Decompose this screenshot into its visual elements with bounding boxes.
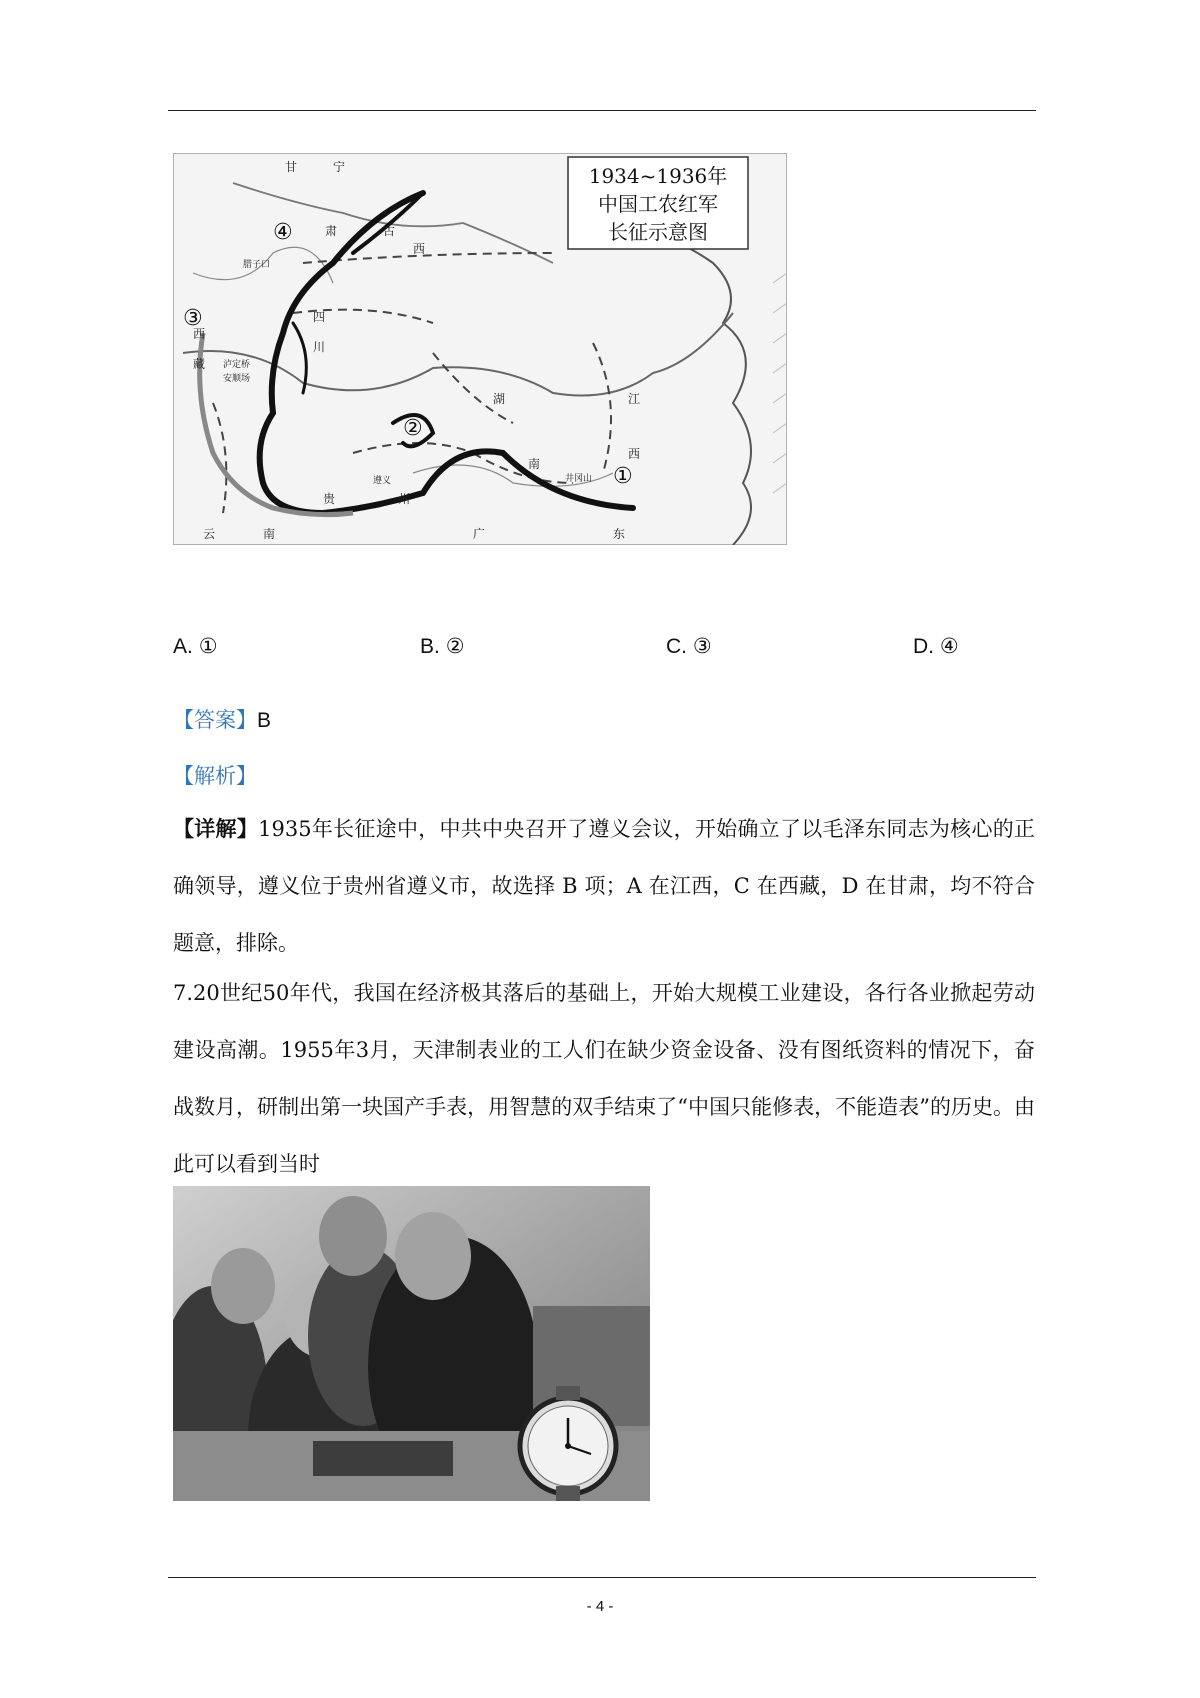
- map-title-line3: 长征示意图: [608, 220, 708, 244]
- footer-rule: [168, 1577, 1036, 1578]
- option-d-mark: ④: [939, 634, 959, 658]
- label-si: 四: [313, 310, 326, 324]
- watchmakers-photo: [173, 1186, 650, 1501]
- label-ludingqiao: 泸定桥: [223, 360, 251, 370]
- question-7: [173, 965, 1035, 1193]
- label-dong: 东: [613, 527, 626, 541]
- answer-value: B: [257, 709, 272, 732]
- answer-line: [173, 704, 271, 734]
- label-gan: 甘: [285, 160, 298, 174]
- long-march-map: [173, 153, 787, 545]
- option-c: [666, 634, 712, 659]
- answer-label: 【答案】: [173, 708, 257, 732]
- label-zhou: 州: [398, 492, 411, 506]
- marker-2: ②: [403, 416, 423, 441]
- label-xizang-xi: 西: [193, 327, 206, 341]
- analysis-label: 【解析】: [173, 764, 257, 788]
- label-yun: 云: [203, 527, 216, 541]
- option-c-mark: ③: [692, 634, 712, 658]
- label-guang: 广: [473, 527, 486, 541]
- map-title-line2: 中国工农红军: [598, 192, 718, 216]
- page-number: - 4 -: [586, 1598, 614, 1615]
- option-a: [173, 634, 218, 659]
- label-jiangxi-xi: 西: [628, 447, 641, 461]
- label-hunan-nan: 南: [528, 457, 541, 471]
- label-hu: 湖: [493, 392, 506, 406]
- detail-label: 【详解】: [173, 816, 259, 841]
- label-su: 肃: [325, 224, 338, 238]
- option-d-key: D.: [913, 635, 934, 658]
- option-b-key: B.: [420, 635, 440, 658]
- label-lazikou: 腊子口: [243, 260, 271, 270]
- header-rule: [168, 110, 1036, 111]
- detail-text: 1935年长征途中，中共中央召开了遵义会议，开始确立了以毛泽东同志为核心的正确领导，遵义位于贵州省遵义市，故选择 B 项；A 在江西，C 在西藏，D 在甘肃，均不符合题意，排除。: [173, 817, 1036, 955]
- label-jiang: 江: [628, 392, 641, 406]
- analysis-line: [173, 760, 257, 790]
- label-xi: 西: [413, 242, 426, 256]
- label-gui: 贵: [323, 492, 336, 506]
- option-b: [420, 634, 465, 659]
- label-zunyi: 遵义: [373, 476, 392, 486]
- label-ning: 宁: [333, 160, 346, 174]
- option-a-key: A.: [173, 635, 193, 658]
- label-gu: 古: [383, 224, 396, 238]
- label-nan: 南: [263, 527, 276, 541]
- label-chuan: 川: [313, 340, 326, 354]
- marker-4: ④: [273, 220, 293, 245]
- marker-3: ③: [183, 306, 203, 331]
- option-d: [913, 634, 959, 659]
- detail-paragraph: [173, 800, 1035, 972]
- marker-1: ①: [613, 464, 633, 489]
- label-xizang-zang: 藏: [193, 357, 206, 371]
- label-anshunchang: 安顺场: [223, 374, 251, 384]
- question-7-text: 7.20世纪50年代，我国在经济极其落后的基础上，开始大规模工业建设，各行各业掀起劳动建设高潮。1955年3月，天津制表业的工人们在缺少资金设备、没有图纸资料的情况下，奋战数月，研制出第一块国产手表，用智慧的双手结束了“中国只能修表，不能造表”的历史。由此可以看到当时: [173, 981, 1035, 1176]
- label-jinggangshan: 井冈山: [565, 474, 593, 484]
- option-c-key: C.: [666, 635, 687, 658]
- option-a-mark: ①: [198, 634, 218, 658]
- option-b-mark: ②: [445, 634, 465, 658]
- map-title-line1: 1934~1936年: [588, 164, 728, 188]
